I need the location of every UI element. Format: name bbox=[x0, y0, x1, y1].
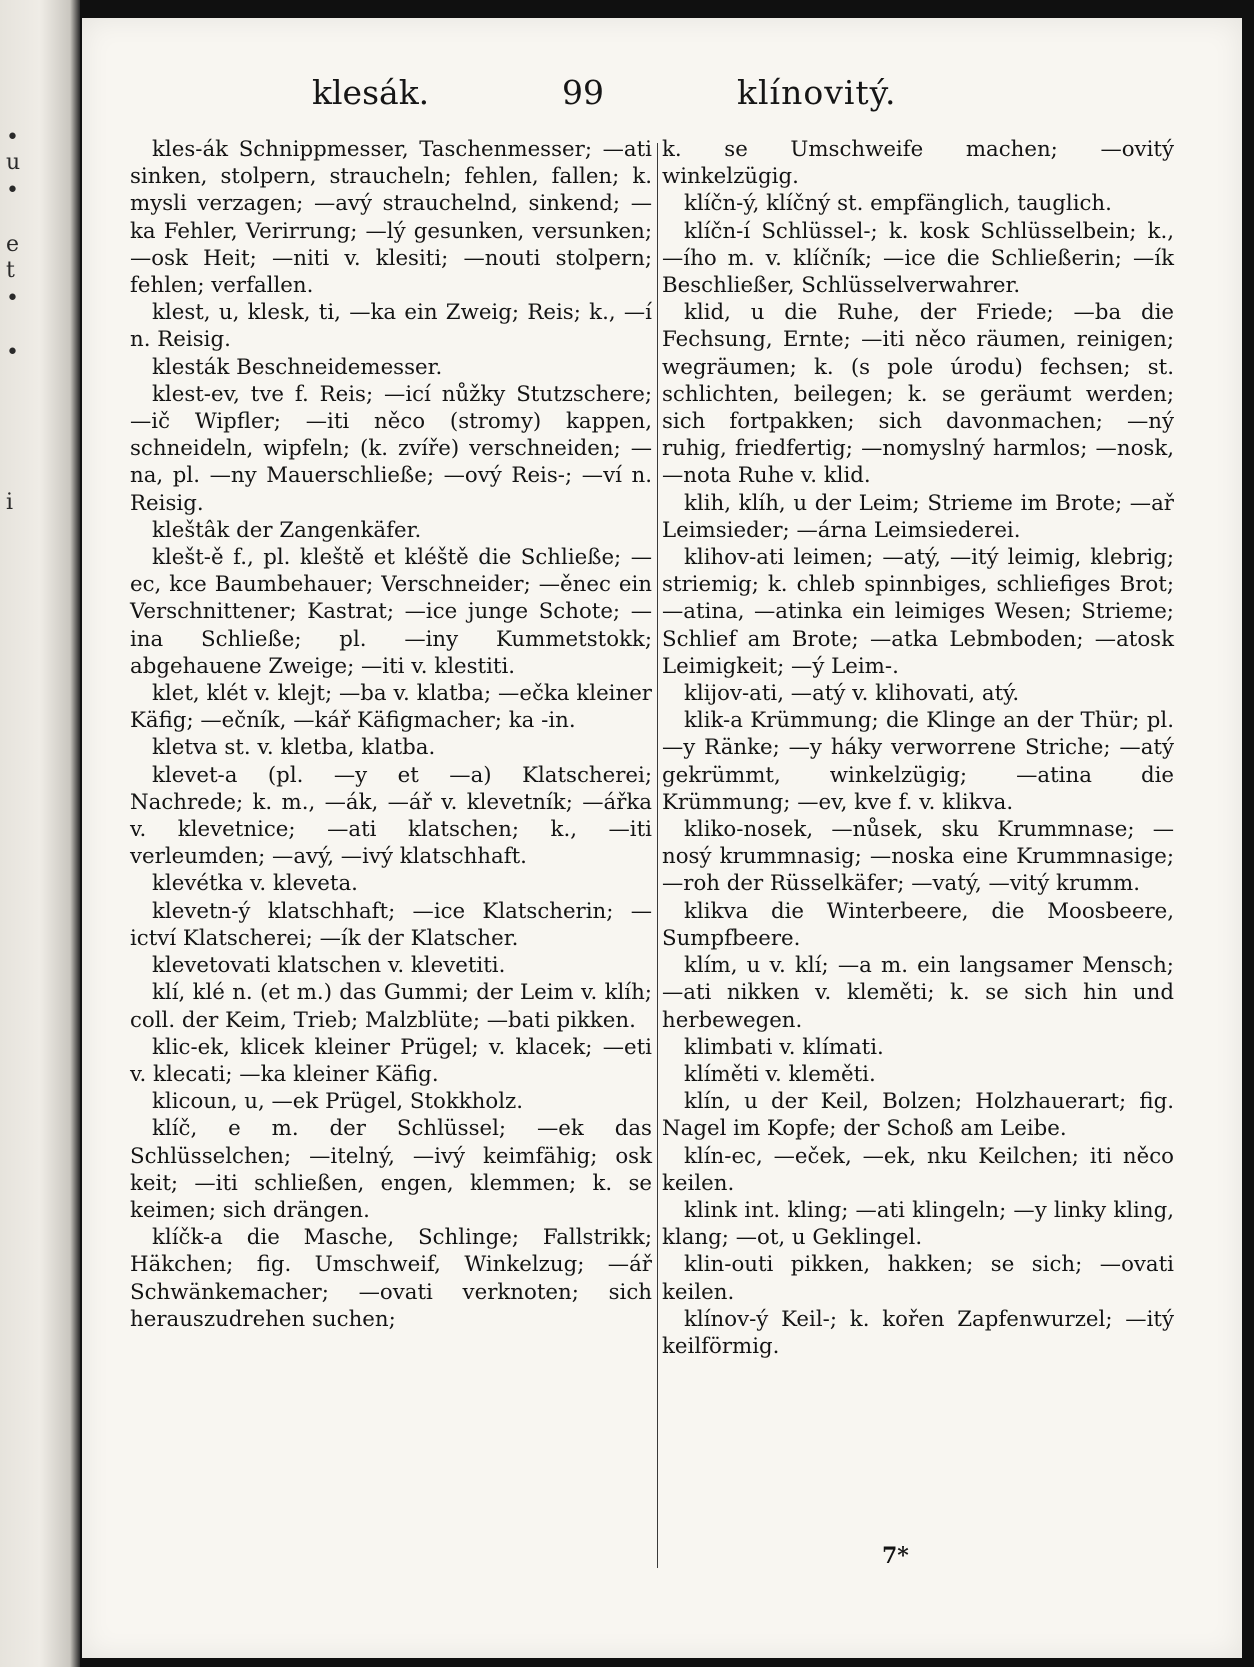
dictionary-entry: klíč, e m. der Schlüssel; —ek das Schlüsselchen; —itelný, —ivý keimfähig; osk keit; —iti schließen, engen, klemmen; k. se keimen; sich drängen. bbox=[130, 1116, 652, 1223]
dictionary-entry: klid, u die Ruhe, der Friede; —ba die Fechsung, Ernte; —iti něco räumen, reinigen; wegräumen; k. (s pole úrodu) fechsen; st. schlichten, beilegen; k. se geräumt werden; sich fortpakken; sich davonmachen; —ný ruhig, friedfertig; —nomyslný harmlos; —nosk, —nota Ruhe v. klid. bbox=[662, 300, 1174, 489]
column-divider bbox=[657, 143, 658, 1568]
dictionary-entry: kleštâk der Zangenkäfer. bbox=[152, 517, 422, 543]
dictionary-entry: klest-ev, tve f. Reis; —icí nůžky Stutzschere; —ič Wipfler; —iti něco (stromy) kappen, schneideln, wipfeln; (k. zvíře) verschneiden; —na, pl. —ny Mauerschließe; —ový Reis-; —ví n. Reisig. bbox=[130, 381, 652, 516]
dictionary-entry: klínov-ý Keil-; k. kořen Zapfenwurzel; —itý keilförmig. bbox=[662, 1306, 1174, 1359]
dictionary-page bbox=[82, 18, 1242, 1658]
dictionary-entry: klešt-ě f., pl. kleště et kléště die Schließe; —ec, kce Baumbehauer; Verschneider; —ěnec ein Verschnittener; Kastrat; —ice junge Schote; —ina Schließe; pl. —iny Kummetstokk; abgehauene Zweige; —iti v. klestiti. bbox=[130, 545, 652, 679]
dictionary-entry: klic-ek, klicek kleiner Prügel; v. klacek; —eti v. klecati; —ka kleiner Käfig. bbox=[130, 1034, 652, 1087]
edge-mark: i bbox=[6, 490, 14, 515]
dictionary-entry: klevetovati klatschen v. klevetiti. bbox=[152, 953, 506, 979]
dictionary-entry: klijov-ati, —atý v. klihovati, atý. bbox=[684, 681, 1020, 707]
dictionary-entry: klín-ec, —eček, —ek, nku Keilchen; iti něco keilen. bbox=[662, 1143, 1174, 1196]
right-column bbox=[662, 136, 1174, 1360]
edge-mark: • bbox=[6, 286, 19, 311]
edge-mark: u bbox=[6, 150, 21, 175]
dictionary-entry: klím, u v. klí; —a m. ein langsamer Mensch; —ati nikken v. kleměti; k. se sich hin und herbewegen. bbox=[662, 953, 1174, 1033]
dictionary-entry: kles-ák Schnippmesser, Taschenmesser; —ati sinken, stolpern, straucheln; fehlen, fallen; k. mysli verzagen; —avý strauchelnd, sinkend; —ka Fehler, Verirrung; —lý gesunken, versunken; —osk Heit; —niti v. klesiti; —nouti stolpern; fehlen; verfallen. bbox=[130, 137, 652, 299]
dictionary-entry: klikva die Winterbeere, die Moosbeere, Sumpfbeere. bbox=[662, 898, 1174, 951]
dictionary-entry: kliko-nosek, —nůsek, sku Krummnase; —nosý krummnasig; —noska eine Krummnasige; —roh der Rüsselkäfer; —vatý, —vitý krumm. bbox=[662, 817, 1174, 897]
dictionary-entry: klíměti v. kleměti. bbox=[684, 1061, 876, 1087]
dictionary-entry: klicoun, u, —ek Prügel, Stokkholz. bbox=[152, 1089, 524, 1115]
dictionary-entry: klín, u der Keil, Bolzen; Holzhauerart; fig. Nagel im Kopfe; der Schoß am Leibe. bbox=[662, 1089, 1174, 1142]
dictionary-entry: klih, klíh, u der Leim; Strieme im Brote; —ař Leimsieder; —árna Leimsiederei. bbox=[662, 490, 1174, 543]
dictionary-entry: klíčn-ý, klíčný st. empfänglich, tauglich. bbox=[684, 191, 1112, 217]
dictionary-entry: kletva st. v. kletba, klatba. bbox=[152, 735, 436, 761]
dictionary-entry: klink int. kling; —ati klingeln; —y linky kling, klang; —ot, u Geklingel. bbox=[662, 1197, 1174, 1251]
dictionary-entry: klíčn-í Schlüssel-; k. kosk Schlüsselbein; k., —ího m. v. klíčník; —ice die Schließerin; —ík Beschließer, Schlüsselverwahrer. bbox=[662, 218, 1174, 299]
dictionary-entry: klihov-ati leimen; —atý, —itý leimig, klebrig; striemig; k. chleb spinnbiges, schliefiges Brot; —atina, —atinka ein leimiges Wesen; Strieme; Schlief am Brote; —atka Lebmboden; —atosk Leimigkeit; —ý Leim-. bbox=[662, 545, 1174, 679]
adjacent-page-edge bbox=[0, 0, 80, 1667]
dictionary-entry: klik-a Krümmung; die Klinge an der Thür; pl. —y Ränke; —y háky verworrene Striche; —atý gekrümmt, winkelzügig; —atina die Krümmung; —ev, kve f. v. klikva. bbox=[662, 708, 1174, 815]
dictionary-entry: klevetn-ý klatschhaft; —ice Klatscherin; —ictví Klatscherei; —ík der Klatscher. bbox=[130, 898, 652, 951]
running-head bbox=[82, 73, 1242, 133]
header-left-keyword: klesák. bbox=[312, 73, 430, 112]
dictionary-entry-continued: k. se Umschweife machen; —ovitý winkelzügig. bbox=[662, 137, 1174, 190]
dictionary-entry: klíčk-a die Masche, Schlinge; Fallstrikk; Häkchen; fig. Umschweif, Winkelzug; —ář Schwänkemacher; —ovati verknoten; sich herauszudrehen suchen; bbox=[130, 1225, 652, 1332]
page-number: 99 bbox=[562, 73, 604, 112]
signature-mark: 7* bbox=[882, 1543, 909, 1569]
dictionary-entry: klesták Beschneidemesser. bbox=[152, 354, 443, 380]
header-right-keyword: klínovitý. bbox=[737, 73, 897, 112]
edge-mark: t bbox=[6, 258, 15, 283]
dictionary-entry: klet, klét v. klejt; —ba v. klatba; —ečka kleiner Käfig; —ečník, —kář Käfigmacher; ka -in. bbox=[130, 681, 652, 734]
dictionary-entry: klimbati v. klímati. bbox=[684, 1034, 884, 1060]
edge-mark: • bbox=[6, 340, 19, 365]
left-column bbox=[130, 136, 652, 1333]
edge-mark: e bbox=[6, 232, 20, 257]
dictionary-entry: klevétka v. kleveta. bbox=[152, 871, 358, 897]
edge-mark: • bbox=[6, 178, 19, 203]
dictionary-entry: klest, u, klesk, ti, —ka ein Zweig; Reis; k., —í n. Reisig. bbox=[130, 300, 652, 353]
dictionary-entry: klí, klé n. (et m.) das Gummi; der Leim v. klíh; coll. der Keim, Trieb; Malzblüte; —bati pikken. bbox=[130, 980, 652, 1033]
dictionary-entry: klevet-a (pl. —y et —a) Klatscherei; Nachrede; k. m., —ák, —ář v. klevetník; —ářka v. klevetnice; —ati klatschen; k., —iti verleumden; —avý, —ivý klatschhaft. bbox=[130, 762, 652, 870]
dictionary-entry: klin-outi pikken, hakken; se sich; —ovati keilen. bbox=[662, 1252, 1174, 1305]
edge-mark: • bbox=[6, 125, 19, 150]
